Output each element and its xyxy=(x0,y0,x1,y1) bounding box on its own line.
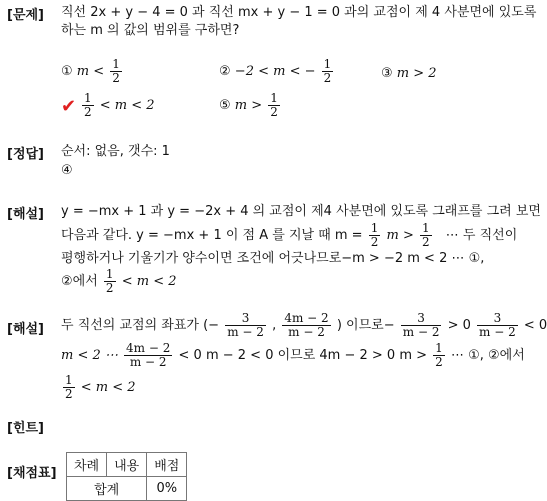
fraction-3-over-m2: $\frac{3}{m - 2}$ xyxy=(227,311,264,339)
rubric-header-order: 차례 xyxy=(67,453,107,477)
rubric-total-label: 합계 xyxy=(67,477,147,501)
problem-line-1: 직선 2x + y − 4 = 0 과 직선 mx + y − 1 = 0 과의 교점이 제 4 사분면에 있도록 xyxy=(61,5,537,20)
option-2-fraction: $\frac{1}{2}$ xyxy=(323,57,332,85)
option-1-number: ① xyxy=(61,64,73,79)
checkmark-icon: ✔ xyxy=(61,96,77,117)
option-5-text: m > xyxy=(234,98,263,113)
explanation-2-line-3-text: < m < 2 xyxy=(80,380,136,395)
option-4-fraction: $\frac{1}{2}$ xyxy=(84,91,92,119)
option-4 xyxy=(80,92,155,119)
explanation-1-line-4-a: ②에서 xyxy=(61,274,98,289)
rubric-header-content: 내용 xyxy=(107,453,147,477)
fraction-1-2: $\frac{1}{2}$ xyxy=(370,221,379,249)
explanation-label-2: [해설] xyxy=(7,322,44,337)
explanation-2-line-1 xyxy=(61,311,547,339)
rubric-table xyxy=(66,452,187,501)
explanation-1-line-2-b: m > xyxy=(386,228,414,243)
answer-value: ④ xyxy=(61,163,73,178)
problem-label: [문제] xyxy=(7,8,44,23)
explanation-2-line-2-c: ⋯ ①, ②에서 xyxy=(450,348,525,363)
fraction-4m2-over-m2: $\frac{4m - 2}{m - 2}$ xyxy=(284,311,329,339)
option-3-text: m > 2 xyxy=(396,66,437,81)
fraction-1-2-c: $\frac{1}{2}$ xyxy=(105,267,114,295)
rubric-header-row xyxy=(67,453,187,477)
hint-label: [힌트] xyxy=(7,421,44,436)
answer-label: [정답] xyxy=(7,147,44,162)
option-4-text: < m < 2 xyxy=(99,98,155,113)
rubric-total-row xyxy=(67,477,187,501)
fraction-1-2-e: $\frac{1}{2}$ xyxy=(65,373,73,401)
fraction-1-2-b: $\frac{1}{2}$ xyxy=(422,221,430,249)
answer-meta: 순서: 없음, 갯수: 1 xyxy=(61,144,170,159)
option-1 xyxy=(61,58,124,85)
explanation-1-line-2 xyxy=(61,222,535,249)
explanation-1-line-2-c: ⋯ 두 직선이 xyxy=(445,228,518,243)
option-5-fraction: $\frac{1}{2}$ xyxy=(270,91,278,119)
explanation-2-line-1-b: , xyxy=(272,318,277,333)
option-5 xyxy=(219,92,282,119)
rubric-label: [채점표] xyxy=(7,466,57,481)
option-3-number: ③ xyxy=(381,66,393,81)
option-2-text: −2 < m < − xyxy=(234,64,316,79)
explanation-2-line-2-a: m < 2 ⋯ xyxy=(61,348,118,363)
option-1-fraction: $\frac{1}{2}$ xyxy=(112,57,120,85)
explanation-2-line-3 xyxy=(61,374,535,401)
explanation-2-line-1-d: > 0 xyxy=(447,318,471,333)
explanation-2-line-2-b: < 0 m − 2 < 0 이므로 4m − 2 > 0 m > xyxy=(178,348,428,363)
explanation-1-line-4-b: < m < 2 xyxy=(121,274,177,289)
explanation-2-line-1-e: < 0 xyxy=(523,318,547,333)
explanation-2-line-1-a: 두 직선의 교점의 좌표가 (− xyxy=(61,318,220,333)
option-5-number: ⑤ xyxy=(219,98,231,113)
option-3 xyxy=(381,66,437,81)
rubric-header-score: 배점 xyxy=(147,453,187,477)
fraction-3-over-m2-b: $\frac{3}{m - 2}$ xyxy=(402,311,440,339)
explanation-2-line-2 xyxy=(61,342,535,369)
explanation-1-line-2-a: 다음과 같다. y = −mx + 1 이 점 A 를 지날 때 m = xyxy=(61,228,363,243)
explanation-1-line-4 xyxy=(61,268,535,295)
explanation-1-line-1: y = −mx + 1 과 y = −2x + 4 의 교점이 제4 사분면에 있도록 그래프를 그려 보면 xyxy=(61,204,541,219)
option-2 xyxy=(219,58,335,85)
fraction-1-2-d: $\frac{1}{2}$ xyxy=(435,341,443,369)
rubric-total-value: 0% xyxy=(147,477,187,501)
fraction-3-over-m2-c: $\frac{3}{m - 2}$ xyxy=(479,311,516,339)
explanation-label-1: [해설] xyxy=(7,207,44,222)
option-2-number: ② xyxy=(219,64,231,79)
fraction-4m2-over-m2-b: $\frac{4m - 2}{m - 2}$ xyxy=(126,341,171,369)
explanation-1-line-3: 평행하거나 기울기가 양수이면 조건에 어긋나므로−m > −2 m < 2 ⋯ ①, xyxy=(61,251,485,266)
problem-line-2: 하는 m 의 값의 범위를 구하면? xyxy=(61,23,240,38)
explanation-2-line-1-c: ) 이므로− xyxy=(336,318,395,333)
option-1-text: m < xyxy=(76,64,105,79)
